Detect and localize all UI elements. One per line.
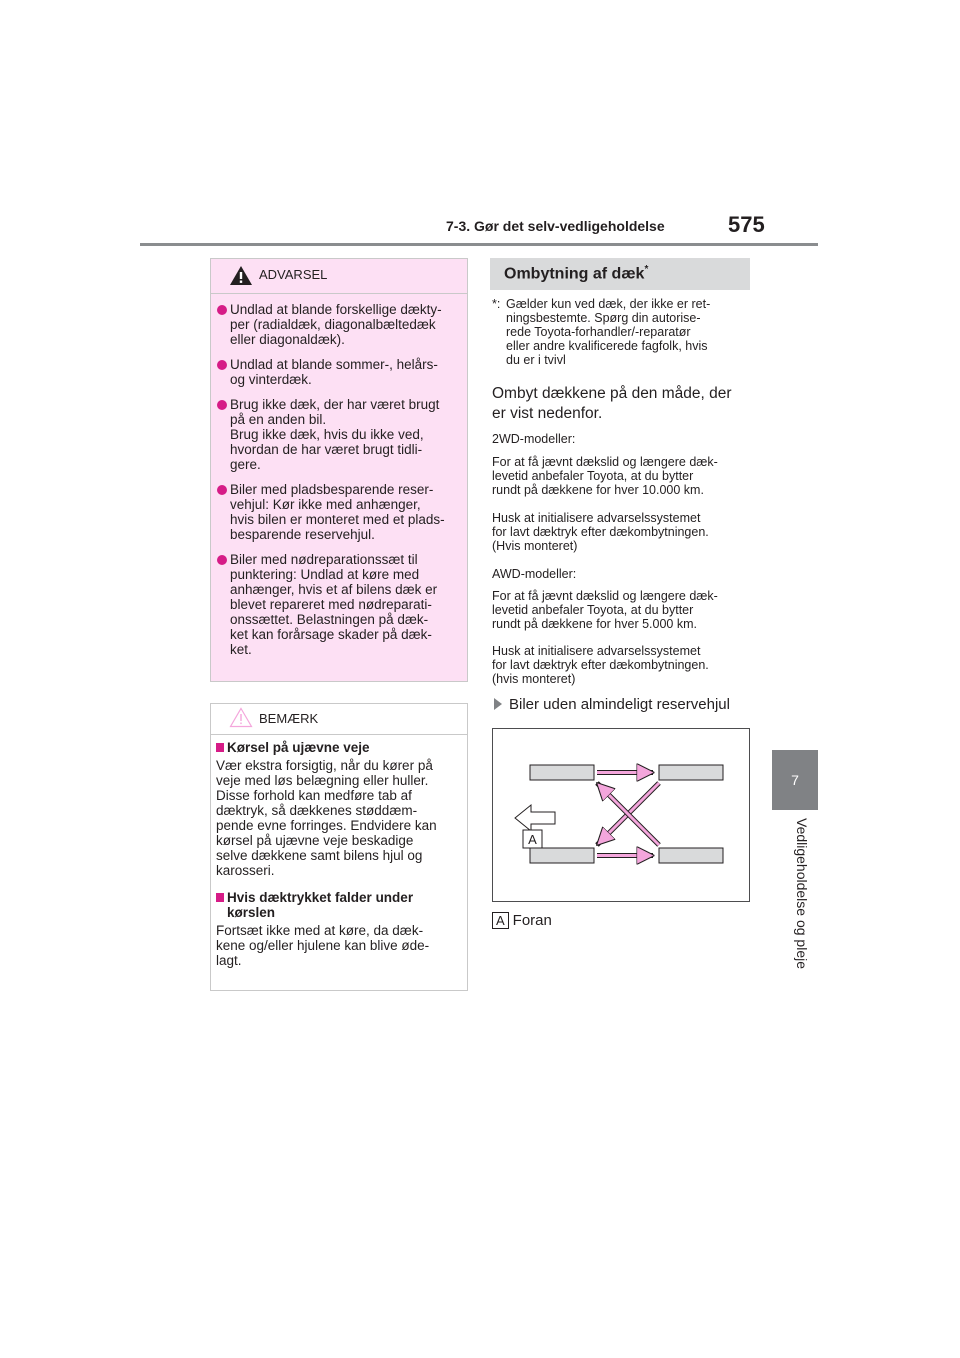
paragraph: 2WD-modeller: <box>492 432 576 446</box>
footnote-mark: *: <box>492 297 501 311</box>
subheading <box>494 696 730 713</box>
list-item-text: Biler med nødreparationssæt til punktering: Undlad at køre med anhænger, hvis et af bilens dæk er blevet repareret med nødreparati- onssættet. Belastningen på dæk- ket kan forårsage skader på dæk- ket. <box>230 552 438 657</box>
list-item <box>217 302 457 347</box>
tire-rear-right <box>659 848 723 863</box>
list-item-text: Undlad at blande sommer-, helårs- og vinterdæk. <box>230 357 438 387</box>
paragraph: For at få jævnt dækslid og længere dæk- levetid anbefaler Toyota, at du bytter rundt på dækkene for hver 5.000 km. <box>492 589 718 631</box>
diagram-label: A <box>528 832 537 847</box>
paragraph: For at få jævnt dækslid og længere dæk- levetid anbefaler Toyota, at du bytter rundt på dækkene for hver 10.000 km. <box>492 455 718 497</box>
bullet-icon <box>217 555 227 565</box>
tire-front-left <box>530 765 594 780</box>
triangle-arrow-icon <box>494 698 502 710</box>
warning-header <box>211 259 467 294</box>
bullet-icon <box>217 360 227 370</box>
footnote <box>492 297 752 367</box>
notice-body <box>211 735 467 968</box>
rotation-title <box>490 258 750 290</box>
bullet-icon <box>217 485 227 495</box>
paragraph: Husk at initialisere advarselssystemet for lavt dæktryk efter dækombytningen. (Hvis monteret) <box>492 511 709 553</box>
notice-box <box>210 703 468 991</box>
notice-heading <box>216 890 459 920</box>
legend-key: A <box>492 912 509 929</box>
diagram-svg <box>493 729 749 901</box>
list-item <box>217 397 457 472</box>
paragraph: Husk at initialisere advarselssystemet for lavt dæktryk efter dækombytningen. (hvis monteret) <box>492 644 709 686</box>
bullet-icon <box>217 400 227 410</box>
list-item <box>217 357 457 387</box>
list-item <box>217 482 457 542</box>
list-item-text: Undlad at blande forskellige dækty- per (radialdæk, diagonalbæltedæk eller diagonaldæk). <box>230 302 442 347</box>
tire-rotation-diagram <box>492 728 750 902</box>
front-direction-arrow-icon <box>515 805 555 831</box>
legend <box>492 912 552 929</box>
notice-text: Vær ekstra forsigtig, når du kører på veje med løs belægning eller huller. Disse forhold kan medføre tab af dæktryk, så dækkenes støddæm- pende evne forringes. Endvidere kan kørsel på ujævne veje beskadige selve dækkene samt bilens hjul og karosseri. <box>216 758 437 878</box>
legend-text: Foran <box>512 912 552 929</box>
caution-icon <box>229 707 253 728</box>
chapter-tab: 7 <box>772 750 818 810</box>
intro-text: Ombyt dækkene på den måde, der er vist nedenfor. <box>492 385 732 422</box>
list-item-text: Brug ikke dæk, der har været brugt på en anden bil. Brug ikke dæk, hvis du ikke ved, hvordan de har været brugt tidli- gere. <box>230 397 440 472</box>
notice-heading <box>216 740 459 755</box>
notice-label: BEMÆRK <box>259 711 319 726</box>
page-number: 575 <box>728 212 765 237</box>
warning-icon <box>229 265 253 286</box>
warning-list <box>211 294 467 657</box>
footnote-text: Gælder kun ved dæk, der ikke er ret- ningsbestemte. Spørg din autorise- rede Toyota-forhandler/-reparatør eller andre kvalificerede fagfolk, hvis du er i tvivl <box>506 297 711 367</box>
list-item <box>217 552 457 657</box>
notice-heading-text: Kørsel på ujævne veje <box>227 740 370 755</box>
notice-text: Fortsæt ikke med at køre, da dæk- kene og/eller hjulene kan blive øde- lagt. <box>216 923 430 968</box>
tire-rear-left <box>530 848 594 863</box>
warning-box <box>210 258 468 682</box>
list-item-text: Biler med pladsbesparende reser- vehjul: Kør ikke med anhænger, hvis bilen er monteret med et plads- besparende reservehjul. <box>230 482 445 542</box>
rotation-title-mark: * <box>644 264 649 275</box>
notice-heading-text: Hvis dæktrykket falder under kørslen <box>227 890 414 920</box>
notice-header <box>211 704 467 735</box>
header-rule <box>140 243 818 246</box>
warning-label: ADVARSEL <box>259 267 328 282</box>
square-bullet-icon <box>216 893 224 902</box>
rotation-title-text: Ombytning af dæk <box>504 265 645 283</box>
paragraph: AWD-modeller: <box>492 567 577 581</box>
tire-front-right <box>659 765 723 780</box>
section-title: 7-3. Gør det selv-vedligeholdelse <box>446 218 665 234</box>
chapter-title-vertical: Vedligeholdelse og pleje <box>794 818 810 970</box>
subheading-text: Biler uden almindeligt reservehjul <box>509 696 730 713</box>
bullet-icon <box>217 305 227 315</box>
square-bullet-icon <box>216 743 224 752</box>
